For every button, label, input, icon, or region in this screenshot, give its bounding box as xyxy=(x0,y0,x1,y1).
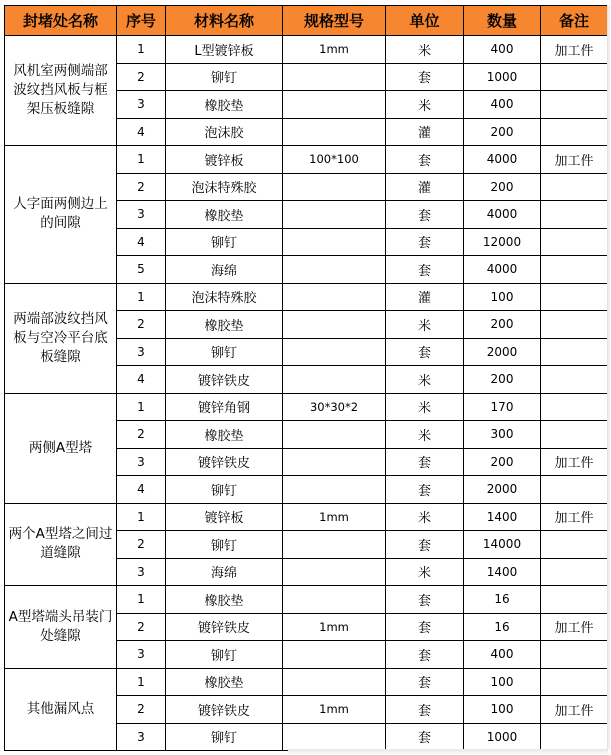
cell-spec: 30*30*2 xyxy=(283,393,386,421)
cell-spec xyxy=(283,641,386,669)
cell-note xyxy=(541,531,608,559)
table-row xyxy=(5,146,608,174)
cell-quantity: 300 xyxy=(464,421,541,449)
cell-index: 2 xyxy=(117,173,166,201)
cell-material: 镀锌板 xyxy=(166,503,283,531)
cell-quantity: 4000 xyxy=(464,201,541,229)
cell-unit: 米 xyxy=(386,36,464,64)
cell-spec xyxy=(283,558,386,586)
cell-unit: 灌 xyxy=(386,173,464,201)
cell-unit: 灌 xyxy=(386,283,464,311)
cell-unit: 套 xyxy=(386,63,464,91)
cell-unit: 套 xyxy=(386,228,464,256)
cell-material: 泡沫胶 xyxy=(166,118,283,146)
cell-spec xyxy=(283,311,386,339)
cell-spec xyxy=(283,228,386,256)
cell-unit: 套 xyxy=(386,696,464,724)
cell-material: 铆钉 xyxy=(166,338,283,366)
cell-index: 2 xyxy=(117,63,166,91)
cell-quantity: 100 xyxy=(464,668,541,696)
cell-note xyxy=(541,558,608,586)
cell-index: 1 xyxy=(117,146,166,174)
cell-note xyxy=(541,173,608,201)
table-row xyxy=(5,503,608,531)
cell-spec xyxy=(283,586,386,614)
cell-note xyxy=(541,393,608,421)
header-cell: 材料名称 xyxy=(166,6,283,36)
cell-note xyxy=(541,256,608,284)
cell-location-name: 其他漏风点 xyxy=(5,668,117,751)
table-body xyxy=(5,36,608,751)
cell-quantity: 200 xyxy=(464,448,541,476)
cell-spec: 100*100 xyxy=(283,146,386,174)
cell-index: 3 xyxy=(117,448,166,476)
cell-unit: 套 xyxy=(386,531,464,559)
cell-quantity: 1000 xyxy=(464,723,541,751)
cell-note: 加工件 xyxy=(541,696,608,724)
cell-location-name: 两侧A型塔 xyxy=(5,393,117,503)
cell-index: 1 xyxy=(117,503,166,531)
table-row xyxy=(5,393,608,421)
cell-material: 铆钉 xyxy=(166,228,283,256)
cell-note: 加工件 xyxy=(541,448,608,476)
cell-material: 橡胶垫 xyxy=(166,421,283,449)
cell-quantity: 16 xyxy=(464,613,541,641)
cell-unit: 套 xyxy=(386,641,464,669)
cell-note xyxy=(541,118,608,146)
cell-index: 3 xyxy=(117,91,166,119)
cell-material: 镀锌铁皮 xyxy=(166,613,283,641)
cell-note xyxy=(541,63,608,91)
cell-index: 3 xyxy=(117,338,166,366)
cell-index: 3 xyxy=(117,201,166,229)
cell-note xyxy=(541,586,608,614)
cell-unit: 米 xyxy=(386,503,464,531)
cell-unit: 米 xyxy=(386,421,464,449)
cell-location-name: 人字面两侧边上的间隙 xyxy=(5,146,117,284)
cell-material: 泡沫特殊胶 xyxy=(166,283,283,311)
cell-index: 4 xyxy=(117,476,166,504)
cell-unit: 套 xyxy=(386,201,464,229)
cell-spec: 1mm xyxy=(283,613,386,641)
cell-spec xyxy=(283,448,386,476)
cell-spec xyxy=(283,63,386,91)
cell-spec xyxy=(283,338,386,366)
cell-unit: 米 xyxy=(386,393,464,421)
cell-spec xyxy=(283,668,386,696)
cell-note xyxy=(541,283,608,311)
table-row xyxy=(5,36,608,64)
header-cell: 规格型号 xyxy=(283,6,386,36)
cell-spec: 1mm xyxy=(283,36,386,64)
cell-material: 铆钉 xyxy=(166,641,283,669)
cell-unit: 米 xyxy=(386,366,464,394)
cell-material: 橡胶垫 xyxy=(166,668,283,696)
cell-note xyxy=(541,228,608,256)
cell-material: 橡胶垫 xyxy=(166,586,283,614)
header-cell: 封堵处名称 xyxy=(5,6,117,36)
cell-index: 3 xyxy=(117,558,166,586)
cell-quantity: 1000 xyxy=(464,63,541,91)
cell-quantity: 100 xyxy=(464,283,541,311)
cell-note: 加工件 xyxy=(541,146,608,174)
cell-quantity: 16 xyxy=(464,586,541,614)
cell-material: 镀锌角钢 xyxy=(166,393,283,421)
cell-note: 加工件 xyxy=(541,503,608,531)
cell-material: 橡胶垫 xyxy=(166,91,283,119)
cell-index: 3 xyxy=(117,641,166,669)
cell-quantity: 100 xyxy=(464,696,541,724)
cell-material: 镀锌铁皮 xyxy=(166,448,283,476)
cell-note xyxy=(541,641,608,669)
cell-spec xyxy=(283,118,386,146)
cell-quantity: 200 xyxy=(464,118,541,146)
cell-spec xyxy=(283,366,386,394)
header-cell: 数量 xyxy=(464,6,541,36)
cell-index: 1 xyxy=(117,668,166,696)
cell-material: 镀锌板 xyxy=(166,146,283,174)
sheet-edge-shadow xyxy=(607,5,611,749)
cell-index: 1 xyxy=(117,283,166,311)
cell-spec: 1mm xyxy=(283,696,386,724)
cell-unit: 套 xyxy=(386,338,464,366)
cell-unit: 套 xyxy=(386,476,464,504)
cell-index: 2 xyxy=(117,311,166,339)
cell-unit: 灌 xyxy=(386,118,464,146)
cell-material: 橡胶垫 xyxy=(166,311,283,339)
cell-material: 铆钉 xyxy=(166,63,283,91)
cell-material: 铆钉 xyxy=(166,476,283,504)
cell-unit: 套 xyxy=(386,723,464,751)
cell-note xyxy=(541,338,608,366)
cell-spec xyxy=(283,91,386,119)
cell-index: 4 xyxy=(117,366,166,394)
cell-index: 1 xyxy=(117,586,166,614)
table-row xyxy=(5,283,608,311)
cell-index: 2 xyxy=(117,421,166,449)
cell-index: 2 xyxy=(117,696,166,724)
header-cell: 单位 xyxy=(386,6,464,36)
cell-unit: 米 xyxy=(386,91,464,119)
cell-index: 3 xyxy=(117,723,166,751)
table-row xyxy=(5,586,608,614)
cell-note: 加工件 xyxy=(541,613,608,641)
cell-index: 5 xyxy=(117,256,166,284)
table-row xyxy=(5,668,608,696)
cell-index: 1 xyxy=(117,393,166,421)
cell-unit: 套 xyxy=(386,668,464,696)
cell-quantity: 2000 xyxy=(464,338,541,366)
cell-note xyxy=(541,201,608,229)
materials-table xyxy=(4,5,608,751)
header-row xyxy=(5,6,608,36)
cell-quantity: 1400 xyxy=(464,503,541,531)
cell-quantity: 14000 xyxy=(464,531,541,559)
cell-material: 橡胶垫 xyxy=(166,201,283,229)
cell-unit: 套 xyxy=(386,586,464,614)
cell-note xyxy=(541,668,608,696)
cell-index: 4 xyxy=(117,228,166,256)
cell-index: 4 xyxy=(117,118,166,146)
cell-index: 2 xyxy=(117,531,166,559)
cell-index: 1 xyxy=(117,36,166,64)
cell-quantity: 170 xyxy=(464,393,541,421)
cell-spec xyxy=(283,723,386,751)
cell-note xyxy=(541,723,608,751)
sheet-bottom-shadow xyxy=(288,749,608,755)
cell-material: L型镀锌板 xyxy=(166,36,283,64)
cell-quantity: 12000 xyxy=(464,228,541,256)
cell-note xyxy=(541,366,608,394)
header-cell: 序号 xyxy=(117,6,166,36)
cell-location-name: 两个A型塔之间过道缝隙 xyxy=(5,503,117,586)
cell-note xyxy=(541,91,608,119)
cell-index: 2 xyxy=(117,613,166,641)
cell-quantity: 200 xyxy=(464,311,541,339)
cell-material: 海绵 xyxy=(166,256,283,284)
cell-material: 镀锌铁皮 xyxy=(166,366,283,394)
cell-spec xyxy=(283,421,386,449)
cell-material: 海绵 xyxy=(166,558,283,586)
cell-unit: 套 xyxy=(386,448,464,476)
cell-note xyxy=(541,476,608,504)
cell-unit: 套 xyxy=(386,613,464,641)
cell-note: 加工件 xyxy=(541,36,608,64)
cell-spec xyxy=(283,201,386,229)
cell-spec xyxy=(283,531,386,559)
cell-material: 泡沫特殊胶 xyxy=(166,173,283,201)
cell-spec xyxy=(283,173,386,201)
cell-quantity: 4000 xyxy=(464,146,541,174)
cell-location-name: 两端部波纹挡风板与空冷平台底板缝隙 xyxy=(5,283,117,393)
header-cell: 备注 xyxy=(541,6,608,36)
cell-quantity: 400 xyxy=(464,36,541,64)
cell-material: 镀锌铁皮 xyxy=(166,696,283,724)
cell-note xyxy=(541,311,608,339)
cell-quantity: 400 xyxy=(464,91,541,119)
cell-quantity: 1400 xyxy=(464,558,541,586)
cell-unit: 米 xyxy=(386,311,464,339)
cell-spec: 1mm xyxy=(283,503,386,531)
cell-quantity: 200 xyxy=(464,173,541,201)
cell-spec xyxy=(283,476,386,504)
cell-quantity: 400 xyxy=(464,641,541,669)
cell-spec xyxy=(283,256,386,284)
cell-location-name: 风机室两侧端部波纹挡风板与框架压板缝隙 xyxy=(5,36,117,146)
cell-quantity: 200 xyxy=(464,366,541,394)
cell-unit: 套 xyxy=(386,256,464,284)
cell-note xyxy=(541,421,608,449)
cell-material: 铆钉 xyxy=(166,531,283,559)
cell-quantity: 4000 xyxy=(464,256,541,284)
cell-location-name: A型塔端头吊装门处缝隙 xyxy=(5,586,117,669)
cell-spec xyxy=(283,283,386,311)
cell-unit: 套 xyxy=(386,146,464,174)
cell-quantity: 2000 xyxy=(464,476,541,504)
cell-unit: 米 xyxy=(386,558,464,586)
cell-material: 铆钉 xyxy=(166,723,283,751)
